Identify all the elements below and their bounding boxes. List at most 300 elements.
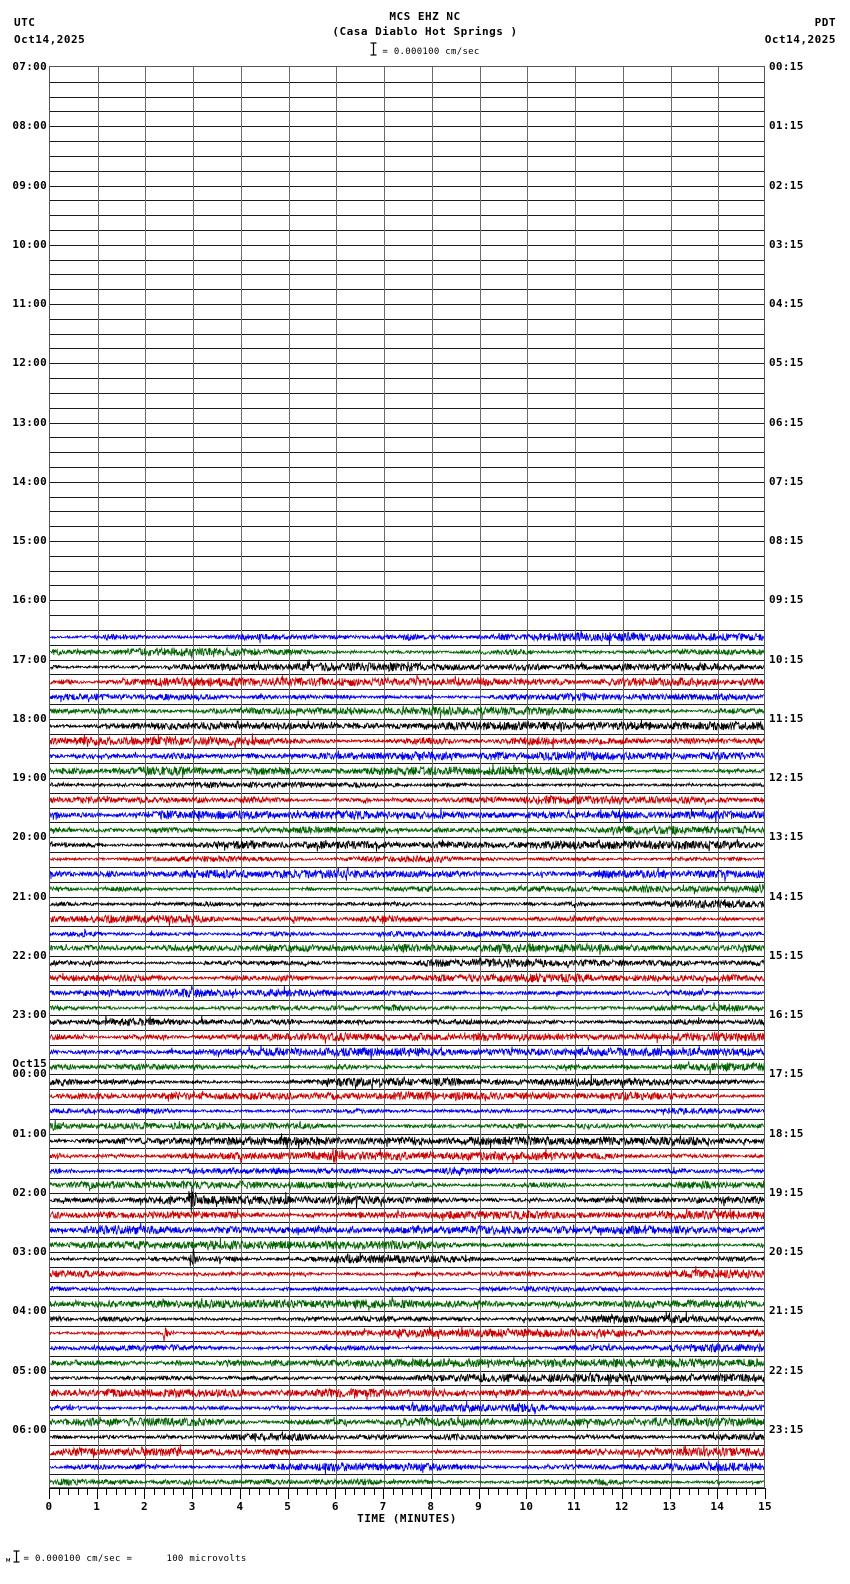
utc-time-label: 09:00 <box>12 178 47 192</box>
x-axis-minor-tick <box>87 1488 88 1495</box>
utc-time-label: 03:00 <box>12 1245 47 1258</box>
x-axis-tick-label: 2 <box>140 1500 148 1513</box>
utc-time-label: 12:00 <box>12 356 47 370</box>
seismogram-trace <box>50 1156 764 1186</box>
x-axis-minor-tick <box>727 1488 728 1495</box>
utc-time-label: 10:00 <box>12 237 47 251</box>
x-axis-title: TIME (MINUTES) <box>357 1512 457 1525</box>
horizontal-gridline <box>50 334 764 335</box>
utc-date-label: Oct14,2025 <box>14 33 86 46</box>
horizontal-gridline <box>50 793 764 794</box>
horizontal-gridline <box>50 1030 764 1031</box>
seismogram-trace <box>50 963 764 993</box>
seismogram-trace <box>50 933 764 963</box>
seismogram-trace <box>50 1052 764 1082</box>
pdt-time-label: 18:15 <box>769 1126 804 1140</box>
scale-bar-icon <box>370 42 377 59</box>
seismogram-trace <box>50 1096 764 1126</box>
utc-time-label: 06:00 <box>12 1422 47 1436</box>
x-axis-minor-tick <box>412 1488 413 1495</box>
seismogram-trace <box>50 1378 764 1408</box>
utc-time-label: 15:00 <box>12 534 47 547</box>
horizontal-gridline <box>50 1400 764 1401</box>
horizontal-gridline <box>50 763 764 764</box>
x-axis-major-tick <box>431 1488 432 1499</box>
horizontal-gridline <box>50 1163 764 1164</box>
seismogram-trace <box>50 1007 764 1037</box>
pdt-time-label: 22:15 <box>769 1363 804 1377</box>
horizontal-gridline <box>50 482 764 483</box>
pdt-time-label: 08:15 <box>769 534 804 547</box>
horizontal-gridline <box>50 971 764 972</box>
x-axis-minor-tick <box>221 1488 222 1495</box>
x-axis-minor-tick <box>631 1488 632 1495</box>
horizontal-gridline <box>50 1000 764 1001</box>
x-axis-tick-label: 9 <box>475 1500 483 1513</box>
x-axis-major-tick <box>622 1488 623 1499</box>
x-axis-major-tick <box>97 1488 98 1499</box>
x-axis-minor-tick <box>230 1488 231 1495</box>
x-axis-minor-tick <box>307 1488 308 1495</box>
x-axis-major-tick <box>765 1488 766 1499</box>
horizontal-gridline <box>50 734 764 735</box>
utc-time-label: 21:00 <box>12 889 47 903</box>
seismogram-trace <box>50 1022 764 1052</box>
x-axis-minor-tick <box>612 1488 613 1495</box>
horizontal-gridline <box>50 274 764 275</box>
pdt-time-label: 04:15 <box>769 297 804 310</box>
station-location-subtitle: (Casa Diablo Hot Springs ) <box>332 25 518 38</box>
horizontal-gridline <box>50 704 764 705</box>
x-axis-minor-tick <box>421 1488 422 1495</box>
x-axis-minor-tick <box>746 1488 747 1495</box>
horizontal-gridline <box>50 452 764 453</box>
x-axis-major-tick <box>717 1488 718 1499</box>
x-axis-tick-label: 8 <box>427 1500 435 1513</box>
vertical-gridline <box>432 67 433 1487</box>
x-axis-minor-tick <box>641 1488 642 1495</box>
horizontal-gridline <box>50 260 764 261</box>
seismogram-trace <box>50 785 764 815</box>
vertical-gridline <box>241 67 242 1487</box>
pdt-time-label: 06:15 <box>769 415 804 429</box>
x-axis-tick-label: 5 <box>284 1500 292 1513</box>
seismogram-trace <box>50 711 764 741</box>
x-axis-tick-label: 10 <box>519 1500 534 1513</box>
station-title: MCS EHZ NC <box>389 10 461 23</box>
x-axis-minor-tick <box>660 1488 661 1495</box>
seismogram-trace <box>50 1348 764 1378</box>
utc-time-label: 11:00 <box>12 297 47 310</box>
horizontal-gridline <box>50 541 764 542</box>
x-axis-tick-label: 6 <box>331 1500 339 1513</box>
pdt-time-label: 05:15 <box>769 356 804 370</box>
x-axis-tick-label: 7 <box>379 1500 387 1513</box>
x-axis-minor-tick <box>278 1488 279 1495</box>
x-axis-minor-tick <box>269 1488 270 1495</box>
horizontal-gridline <box>50 600 764 601</box>
x-axis-minor-tick <box>555 1488 556 1495</box>
footer-scale-bar-icon <box>13 1550 20 1566</box>
horizontal-gridline <box>50 1059 764 1060</box>
x-axis-minor-tick <box>374 1488 375 1495</box>
horizontal-gridline <box>50 348 764 349</box>
x-axis-minor-tick <box>68 1488 69 1495</box>
pdt-time-label: 21:15 <box>769 1304 804 1318</box>
x-axis-minor-tick <box>393 1488 394 1495</box>
seismogram-trace <box>50 622 764 652</box>
horizontal-gridline <box>50 837 764 838</box>
seismogram-trace <box>50 1422 764 1452</box>
horizontal-gridline <box>50 660 764 661</box>
horizontal-gridline <box>50 1415 764 1416</box>
x-axis-major-tick <box>383 1488 384 1499</box>
horizontal-gridline <box>50 556 764 557</box>
x-axis-minor-tick <box>183 1488 184 1495</box>
horizontal-gridline <box>50 423 764 424</box>
horizontal-gridline <box>50 437 764 438</box>
x-axis-minor-tick <box>116 1488 117 1495</box>
vertical-gridline <box>289 67 290 1487</box>
horizontal-gridline <box>50 630 764 631</box>
pdt-time-label: 14:15 <box>769 889 804 903</box>
horizontal-gridline <box>50 1311 764 1312</box>
seismogram-trace <box>50 756 764 786</box>
seismogram-trace <box>50 919 764 949</box>
horizontal-gridline <box>50 526 764 527</box>
pdt-time-label: 01:15 <box>769 119 804 133</box>
seismogram-trace <box>50 1037 764 1067</box>
x-axis-tick-label: 4 <box>236 1500 244 1513</box>
horizontal-gridline <box>50 378 764 379</box>
utc-time-label: 08:00 <box>12 119 47 133</box>
seismogram-trace <box>50 874 764 904</box>
pdt-time-label: 17:15 <box>769 1067 804 1081</box>
seismogram-trace <box>50 696 764 726</box>
x-axis-minor-tick <box>440 1488 441 1495</box>
x-axis-minor-tick <box>507 1488 508 1495</box>
horizontal-gridline <box>50 408 764 409</box>
horizontal-gridline <box>50 911 764 912</box>
pdt-time-label: 11:15 <box>769 711 804 725</box>
utc-time-label: 00:00 <box>12 1067 47 1081</box>
x-axis-line <box>49 1488 765 1489</box>
horizontal-gridline <box>50 304 764 305</box>
x-axis-minor-tick <box>354 1488 355 1495</box>
seismogram-trace <box>50 1230 764 1260</box>
horizontal-gridline <box>50 1148 764 1149</box>
horizontal-gridline <box>50 571 764 572</box>
x-axis-minor-tick <box>650 1488 651 1495</box>
seismogram-trace <box>50 1081 764 1111</box>
x-axis-minor-tick <box>259 1488 260 1495</box>
horizontal-gridline <box>50 1445 764 1446</box>
horizontal-gridline <box>50 393 764 394</box>
vertical-gridline <box>336 67 337 1487</box>
horizontal-gridline <box>50 719 764 720</box>
seismogram-trace <box>50 948 764 978</box>
vertical-gridline <box>718 67 719 1487</box>
horizontal-gridline <box>50 1222 764 1223</box>
utc-time-label: 02:00 <box>12 1185 47 1199</box>
horizontal-gridline <box>50 748 764 749</box>
horizontal-gridline <box>50 1104 764 1105</box>
horizontal-gridline <box>50 867 764 868</box>
horizontal-gridline <box>50 1459 764 1460</box>
pdt-time-label: 15:15 <box>769 948 804 962</box>
seismogram-trace <box>50 1274 764 1304</box>
horizontal-gridline <box>50 289 764 290</box>
x-axis-minor-tick <box>469 1488 470 1495</box>
seismogram-trace <box>50 859 764 889</box>
footer-calibration <box>6 1550 247 1566</box>
horizontal-gridline <box>50 1074 764 1075</box>
horizontal-gridline <box>50 1237 764 1238</box>
x-axis-minor-tick <box>211 1488 212 1495</box>
x-axis-major-tick <box>526 1488 527 1499</box>
x-axis-major-tick <box>192 1488 193 1499</box>
horizontal-gridline <box>50 215 764 216</box>
x-axis-minor-tick <box>755 1488 756 1495</box>
seismogram-trace <box>50 978 764 1008</box>
horizontal-gridline <box>50 1296 764 1297</box>
horizontal-gridline <box>50 1045 764 1046</box>
seismogram-plot-area[interactable] <box>49 66 765 1488</box>
horizontal-gridline <box>50 1341 764 1342</box>
utc-time-label: 19:00 <box>12 771 47 784</box>
seismogram-trace <box>50 1304 764 1334</box>
vertical-gridline <box>145 67 146 1487</box>
horizontal-gridline <box>50 1208 764 1209</box>
x-axis-major-tick <box>574 1488 575 1499</box>
utc-time-label: 16:00 <box>12 593 47 607</box>
x-axis-tick-label: 3 <box>188 1500 196 1513</box>
x-axis-minor-tick <box>78 1488 79 1495</box>
vertical-gridline <box>623 67 624 1487</box>
seismogram-trace <box>50 1141 764 1171</box>
seismogram-trace <box>50 1067 764 1097</box>
x-axis-minor-tick <box>125 1488 126 1495</box>
horizontal-gridline <box>50 363 764 364</box>
pdt-time-label: 07:15 <box>769 474 804 488</box>
x-axis-minor-tick <box>316 1488 317 1495</box>
utc-time-label: 13:00 <box>12 415 47 429</box>
pdt-time-label: 16:15 <box>769 1008 804 1021</box>
utc-time-label: 04:00 <box>12 1304 47 1318</box>
pdt-time-label: 12:15 <box>769 771 804 784</box>
horizontal-gridline <box>50 1474 764 1475</box>
vertical-gridline <box>98 67 99 1487</box>
x-axis-minor-tick <box>326 1488 327 1495</box>
x-axis-tick-label: 13 <box>662 1500 677 1513</box>
x-axis-minor-tick <box>545 1488 546 1495</box>
seismogram-trace <box>50 637 764 667</box>
vertical-gridline <box>384 67 385 1487</box>
x-axis-minor-tick <box>565 1488 566 1495</box>
x-axis-minor-tick <box>249 1488 250 1495</box>
seismogram-trace <box>50 1244 764 1274</box>
utc-time-label: 07:00 <box>12 60 47 73</box>
horizontal-gridline <box>50 186 764 187</box>
horizontal-gridline <box>50 1282 764 1283</box>
horizontal-gridline <box>50 985 764 986</box>
pdt-date-label: Oct14,2025 <box>764 33 836 46</box>
x-axis-minor-tick <box>517 1488 518 1495</box>
horizontal-gridline <box>50 897 764 898</box>
utc-time-label: 22:00 <box>12 948 47 962</box>
seismogram-trace <box>50 1452 764 1482</box>
x-axis-tick-label: 1 <box>93 1500 101 1513</box>
horizontal-gridline <box>50 585 764 586</box>
pdt-time-label: 09:15 <box>769 593 804 607</box>
horizontal-gridline <box>50 245 764 246</box>
footer-text: = 0.000100 cm/sec = 100 microvolts <box>23 1554 247 1564</box>
x-axis-minor-tick <box>736 1488 737 1495</box>
utc-time-label: 20:00 <box>12 830 47 844</box>
horizontal-gridline <box>50 1326 764 1327</box>
x-axis-major-tick <box>49 1488 50 1499</box>
x-axis-minor-tick <box>450 1488 451 1495</box>
vertical-gridline <box>193 67 194 1487</box>
x-axis-tick-label: 14 <box>710 1500 725 1513</box>
horizontal-gridline <box>50 956 764 957</box>
horizontal-gridline <box>50 1089 764 1090</box>
horizontal-gridline <box>50 1267 764 1268</box>
x-axis-minor-tick <box>345 1488 346 1495</box>
x-axis-minor-tick <box>364 1488 365 1495</box>
seismogram-trace <box>50 889 764 919</box>
pdt-time-label: 20:15 <box>769 1245 804 1258</box>
vertical-gridline <box>480 67 481 1487</box>
horizontal-gridline <box>50 1119 764 1120</box>
horizontal-gridline <box>50 230 764 231</box>
horizontal-gridline <box>50 822 764 823</box>
x-axis-minor-tick <box>584 1488 585 1495</box>
horizontal-gridline <box>50 97 764 98</box>
pdt-time-label: 13:15 <box>769 830 804 844</box>
horizontal-gridline <box>50 852 764 853</box>
horizontal-gridline <box>50 126 764 127</box>
seismogram-trace <box>50 682 764 712</box>
x-axis-minor-tick <box>460 1488 461 1495</box>
x-axis-minor-tick <box>679 1488 680 1495</box>
horizontal-gridline <box>50 497 764 498</box>
utc-time-label: 17:00 <box>12 652 47 666</box>
x-axis-minor-tick <box>173 1488 174 1495</box>
x-axis-minor-tick <box>297 1488 298 1495</box>
horizontal-gridline <box>50 200 764 201</box>
horizontal-gridline <box>50 1134 764 1135</box>
pdt-time-label: 03:15 <box>769 237 804 251</box>
seismogram-trace <box>50 1333 764 1363</box>
x-axis-major-tick <box>479 1488 480 1499</box>
horizontal-gridline <box>50 171 764 172</box>
horizontal-gridline <box>50 1371 764 1372</box>
horizontal-gridline <box>50 1015 764 1016</box>
pdt-time-label: 19:15 <box>769 1185 804 1199</box>
x-axis-tick-label: 12 <box>614 1500 629 1513</box>
x-axis-minor-tick <box>202 1488 203 1495</box>
utc-time-label: 05:00 <box>12 1363 47 1377</box>
horizontal-gridline <box>50 1252 764 1253</box>
vertical-gridline <box>527 67 528 1487</box>
seismogram-trace <box>50 667 764 697</box>
pdt-time-label: 10:15 <box>769 652 804 666</box>
x-axis-minor-tick <box>593 1488 594 1495</box>
x-axis-minor-tick <box>402 1488 403 1495</box>
horizontal-gridline <box>50 319 764 320</box>
scale-bar-text: = 0.000100 cm/sec <box>382 47 480 57</box>
horizontal-gridline <box>50 467 764 468</box>
seismogram-trace <box>50 844 764 874</box>
x-axis-minor-tick <box>154 1488 155 1495</box>
x-axis-minor-tick <box>488 1488 489 1495</box>
x-axis-major-tick <box>335 1488 336 1499</box>
utc-time-label: 01:00 <box>12 1126 47 1140</box>
seismogram-trace <box>50 652 764 682</box>
horizontal-gridline <box>50 82 764 83</box>
seismogram-trace <box>50 830 764 860</box>
pdt-time-label: 00:15 <box>769 60 804 73</box>
seismogram-trace <box>50 1407 764 1437</box>
seismogram-trace <box>50 1111 764 1141</box>
vertical-gridline <box>575 67 576 1487</box>
scale-bar-legend <box>0 42 850 59</box>
vertical-gridline <box>671 67 672 1487</box>
seismogram-trace <box>50 1170 764 1200</box>
utc-time-axis <box>0 60 47 1488</box>
x-axis-minor-tick <box>689 1488 690 1495</box>
horizontal-gridline <box>50 141 764 142</box>
seismogram-trace <box>50 1126 764 1156</box>
seismogram-trace <box>50 1215 764 1245</box>
x-axis-minor-tick <box>59 1488 60 1495</box>
x-axis-minor-tick <box>498 1488 499 1495</box>
horizontal-gridline <box>50 1178 764 1179</box>
horizontal-gridline <box>50 511 764 512</box>
seismogram-trace <box>50 1318 764 1348</box>
seismogram-trace <box>50 1289 764 1319</box>
horizontal-gridline <box>50 674 764 675</box>
x-axis-minor-tick <box>135 1488 136 1495</box>
seismogram-trace <box>50 993 764 1023</box>
horizontal-gridline <box>50 615 764 616</box>
horizontal-gridline <box>50 778 764 779</box>
utc-time-label: 18:00 <box>12 711 47 725</box>
pdt-time-label: 02:15 <box>769 178 804 192</box>
seismogram-trace <box>50 904 764 934</box>
seismogram-trace <box>50 1437 764 1467</box>
x-axis-major-tick <box>240 1488 241 1499</box>
utc-timezone-label: UTC <box>14 16 36 29</box>
pdt-timezone-label: PDT <box>814 16 836 29</box>
pdt-time-label: 23:15 <box>769 1422 804 1436</box>
utc-time-label: Oct15 <box>12 1057 47 1071</box>
seismogram-trace <box>50 800 764 830</box>
horizontal-gridline <box>50 689 764 690</box>
x-axis-minor-tick <box>708 1488 709 1495</box>
x-axis-major-tick <box>670 1488 671 1499</box>
x-axis-major-tick <box>144 1488 145 1499</box>
horizontal-gridline <box>50 156 764 157</box>
seismogram-trace <box>50 1393 764 1423</box>
utc-time-label: 23:00 <box>12 1008 47 1021</box>
utc-time-label: 14:00 <box>12 474 47 488</box>
horizontal-gridline <box>50 808 764 809</box>
seismogram-trace <box>50 1200 764 1230</box>
horizontal-gridline <box>50 926 764 927</box>
x-axis-minor-tick <box>164 1488 165 1495</box>
